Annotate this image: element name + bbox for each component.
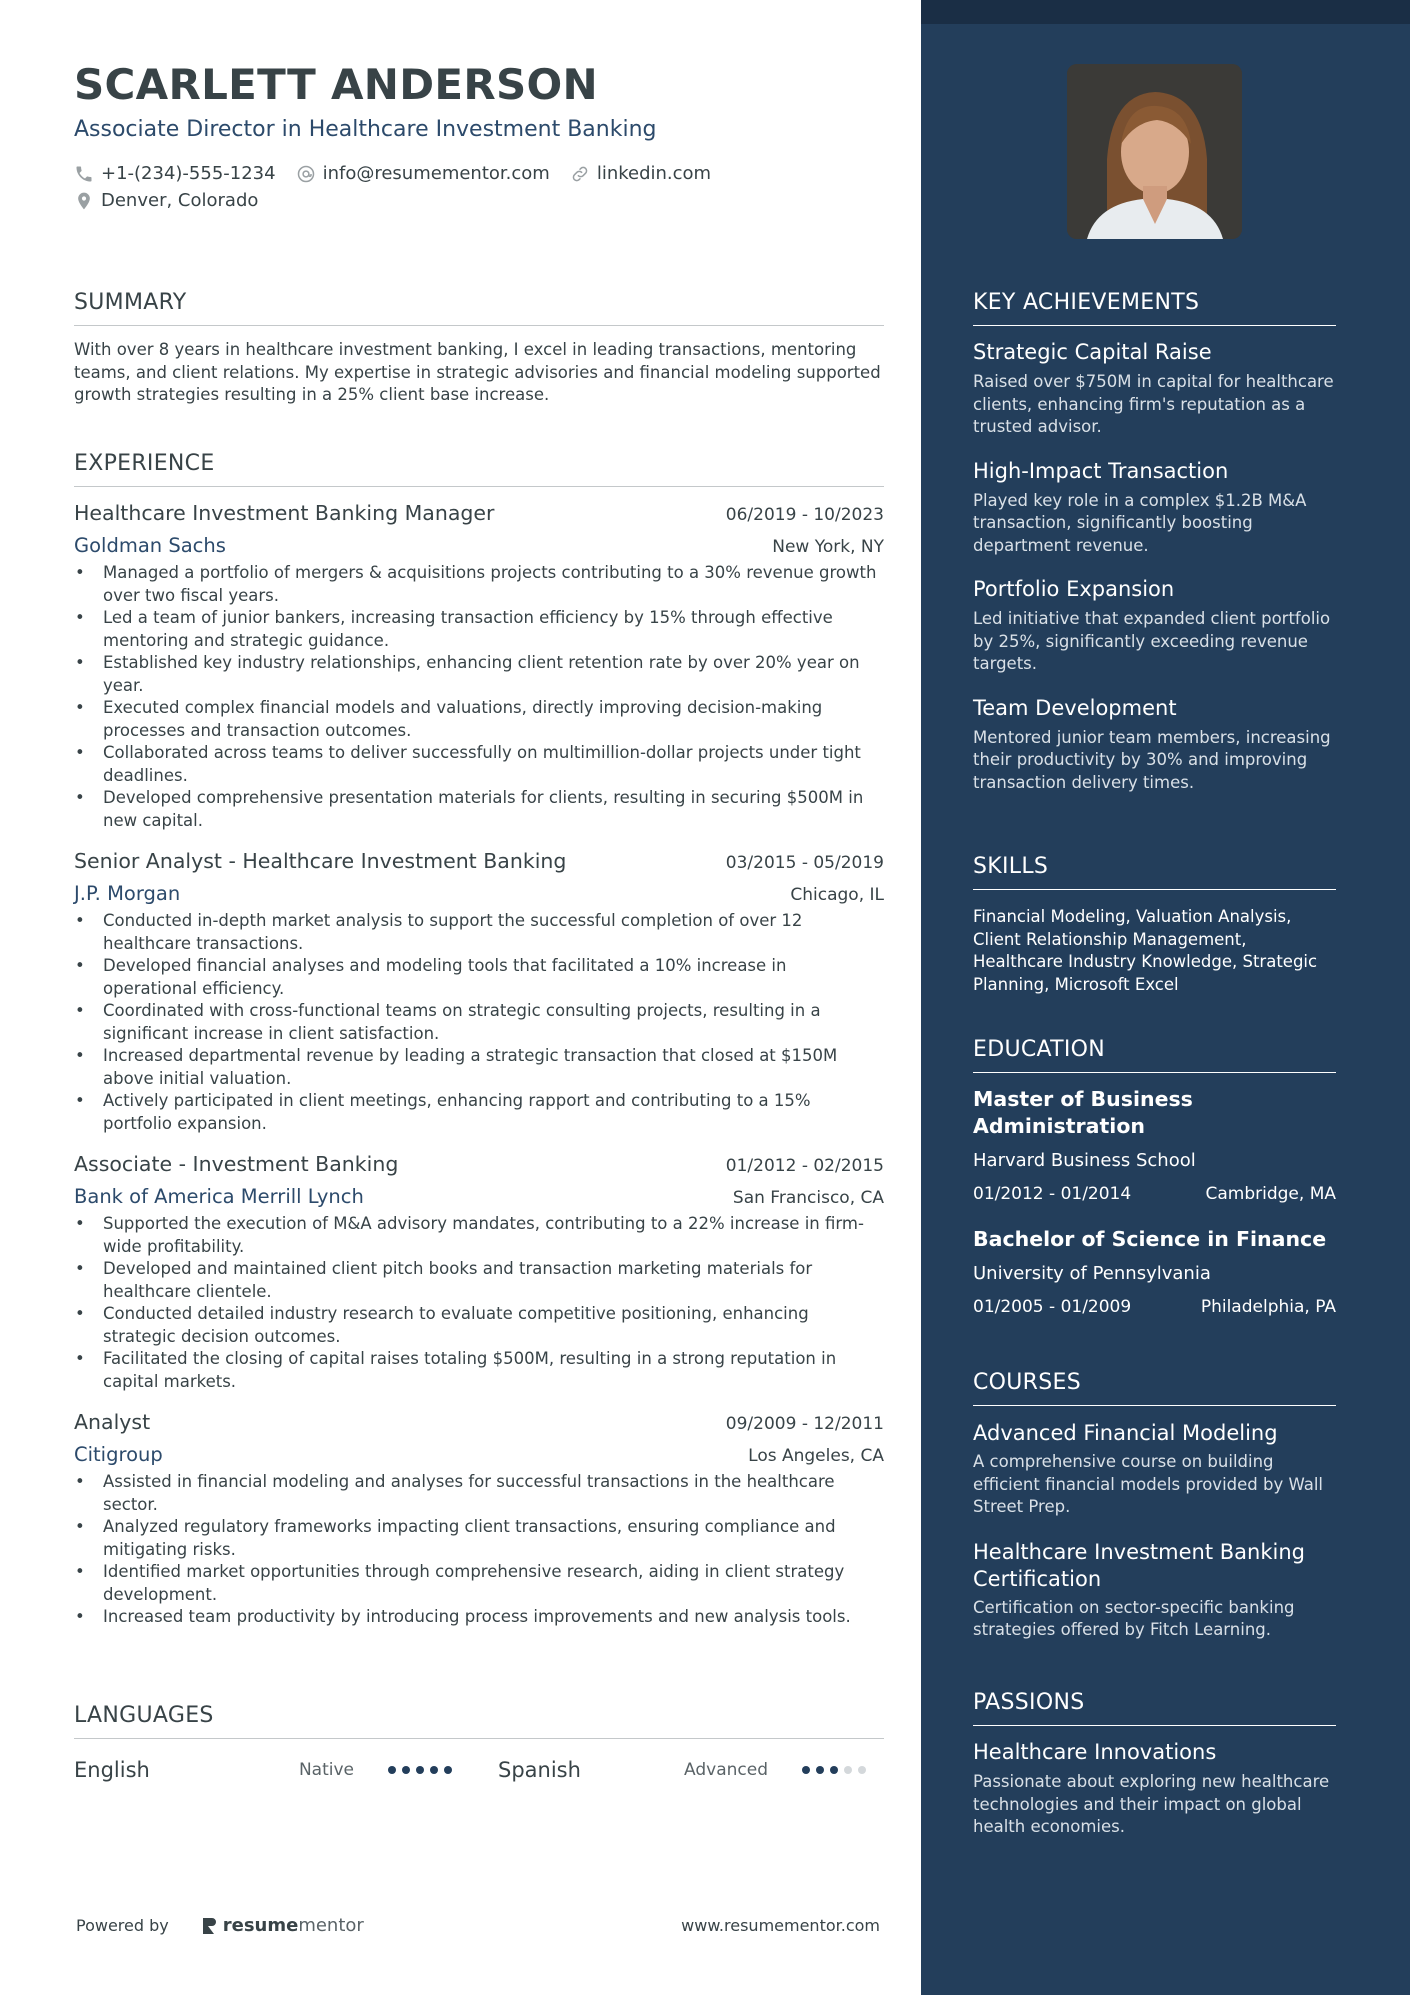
education-item	[973, 1086, 1336, 1204]
at-icon	[296, 164, 316, 184]
job-title: Analyst	[74, 1410, 151, 1434]
education-location: Cambridge, MA	[1205, 1184, 1336, 1204]
rating-dot	[416, 1766, 424, 1774]
bullet-item: • Assisted in financial modeling and analyses for successful transactions in the healthcare sector.	[74, 1471, 884, 1516]
bullet-item: • Coordinated with cross-functional teams on strategic consulting projects, resulting in a significant increase in client satisfaction.	[74, 1000, 884, 1045]
passion-item	[973, 1740, 1336, 1839]
job-subheader	[74, 882, 884, 905]
job-list	[74, 501, 884, 1629]
education-section	[973, 1037, 1336, 1317]
website-link[interactable]: www.resumementor.com	[681, 1916, 880, 1935]
rating-dot	[444, 1766, 452, 1774]
bullet-item: • Established key industry relationships, enhancing client retention rate by over 20% year on year.	[74, 652, 884, 697]
achievement-item	[973, 577, 1336, 676]
achievement-desc: Played key role in a complex $1.2B M&A transaction, significantly boosting department revenue.	[973, 490, 1307, 555]
courses-section	[973, 1370, 1336, 1642]
job-dates: 03/2015 - 05/2019	[725, 853, 884, 873]
job-header	[74, 1152, 884, 1176]
education-dates: 01/2012 - 01/2014	[973, 1184, 1132, 1204]
section-title: COURSES	[973, 1370, 1336, 1406]
achievement-item	[973, 459, 1336, 558]
section-title: PASSIONS	[973, 1690, 1336, 1726]
course-desc: Certification on sector-specific banking strategies offered by Fitch Learning.	[973, 1597, 1295, 1639]
language-rating	[388, 1766, 498, 1774]
phone-icon	[74, 164, 94, 184]
achievement-list	[973, 340, 1336, 794]
location-text: Denver, Colorado	[101, 190, 259, 211]
rating-dot	[816, 1766, 824, 1774]
experience-section	[74, 451, 884, 1629]
bullet-item: • Collaborated across teams to deliver successfully on multimillion-dollar projects under tight deadlines.	[74, 742, 884, 787]
phone-text: +1-(234)-555-1234	[101, 163, 276, 184]
language-level: Native	[298, 1760, 354, 1780]
education-location: Philadelphia, PA	[1200, 1297, 1336, 1317]
skills-section	[973, 854, 1336, 996]
company-name: Citigroup	[74, 1443, 163, 1466]
location-pin-icon	[74, 191, 94, 211]
rating-dot	[802, 1766, 810, 1774]
job-location: Chicago, IL	[790, 885, 884, 905]
job-location: San Francisco, CA	[732, 1188, 884, 1208]
bullet-item: • Analyzed regulatory frameworks impacting client transactions, ensuring compliance and mitigating risks.	[74, 1516, 884, 1561]
course-desc: A comprehensive course on building efficient financial models provided by Wall Street Prep.	[973, 1452, 1324, 1516]
bullet-list	[74, 1213, 884, 1393]
job-dates: 01/2012 - 02/2015	[725, 1156, 884, 1176]
summary-text: With over 8 years in healthcare investment banking, I excel in leading transactions, mentoring teams, and client relations. My expertise in strategic advisories and financial modeling supported growth strategies resulting in a 25% client base increase.	[74, 340, 881, 404]
job-title: Healthcare Investment Banking Manager	[74, 501, 495, 525]
bullet-item: • Developed financial analyses and modeling tools that facilitated a 10% increase in operational efficiency.	[74, 955, 884, 1000]
achievement-title: High-Impact Transaction	[973, 458, 1229, 483]
section-title: EXPERIENCE	[74, 451, 884, 487]
degree: Bachelor of Science in Finance	[973, 1227, 1327, 1251]
summary-section	[74, 290, 884, 407]
bullet-item: • Identified market opportunities through comprehensive research, aiding in client strategy development.	[74, 1561, 884, 1606]
rating-dot	[858, 1766, 866, 1774]
course-item	[973, 1420, 1336, 1519]
section-title: KEY ACHIEVEMENTS	[973, 290, 1336, 326]
footer	[76, 1915, 880, 1936]
contact-info	[74, 160, 731, 214]
education-list	[973, 1086, 1336, 1317]
rating-dot	[388, 1766, 396, 1774]
bullet-list	[74, 910, 884, 1135]
contact-email[interactable]	[296, 163, 550, 184]
section-title: EDUCATION	[973, 1037, 1336, 1073]
section-title: LANGUAGES	[74, 1703, 884, 1739]
bullet-item: • Facilitated the closing of capital raises totaling $500M, resulting in a strong reputation in capital markets.	[74, 1348, 884, 1393]
achievement-title: Portfolio Expansion	[973, 577, 1175, 601]
language-level: Advanced	[684, 1760, 768, 1780]
contact-linkedin[interactable]	[570, 163, 711, 184]
linkedin-text: linkedin.com	[596, 163, 712, 184]
brand-bold: resume	[222, 1915, 299, 1936]
job-entry	[74, 849, 884, 1135]
bullet-item: • Executed complex financial models and valuations, directly improving decision-making processes and transaction outcomes.	[74, 697, 884, 742]
job-subheader	[74, 1185, 884, 1208]
job-header	[74, 849, 884, 873]
passion-title: Healthcare Innovations	[973, 1740, 1217, 1764]
bullet-item: • Managed a portfolio of mergers & acquisitions projects contributing to a 30% revenue growth over two fiscal years.	[74, 562, 884, 607]
powered-by-label: Powered by	[76, 1916, 169, 1935]
achievement-item	[973, 340, 1336, 439]
section-title: SUMMARY	[74, 290, 884, 326]
bullet-item: • Conducted in-depth market analysis to support the successful completion of over 12 healthcare transactions.	[74, 910, 884, 955]
bullet-list	[74, 562, 884, 832]
job-subheader	[74, 534, 884, 557]
course-list	[973, 1420, 1336, 1642]
course-title: Advanced Financial Modeling	[973, 1421, 1278, 1445]
education-meta	[973, 1184, 1336, 1204]
achievements-section	[973, 290, 1336, 794]
company-name: Bank of America Merrill Lynch	[74, 1185, 364, 1208]
section-title: SKILLS	[973, 854, 1336, 890]
bullet-item: • Conducted detailed industry research to evaluate competitive positioning, enhancing strategic decision outcomes.	[74, 1303, 884, 1348]
language-rating	[802, 1766, 866, 1774]
degree: Master of Business Administration	[973, 1087, 1193, 1138]
course-item	[973, 1539, 1336, 1642]
bullet-item: • Led a team of junior bankers, increasing transaction efficiency by 15% through effective mentoring and strategic guidance.	[74, 607, 884, 652]
school: University of Pennsylvania	[973, 1263, 1211, 1284]
bullet-item: • Increased team productivity by introducing process improvements and new analysis tools.	[74, 1606, 884, 1629]
rating-dot	[830, 1766, 838, 1774]
job-title: Associate - Investment Banking	[74, 1152, 399, 1176]
bullet-item: • Actively participated in client meetings, enhancing rapport and contributing to a 15% portfolio expansion.	[74, 1090, 884, 1135]
languages-section	[74, 1703, 884, 1785]
achievement-item	[973, 696, 1336, 795]
education-item	[973, 1226, 1336, 1317]
language-name: Spanish	[498, 1758, 581, 1782]
candidate-name: SCARLETT ANDERSON	[74, 60, 599, 109]
job-location: Los Angeles, CA	[748, 1446, 884, 1466]
brand-logo[interactable]	[201, 1915, 364, 1936]
achievement-desc: Raised over $750M in capital for healthcare clients, enhancing firm's reputation as a trusted advisor.	[973, 372, 1334, 436]
job-dates: 06/2019 - 10/2023	[725, 505, 884, 525]
profile-photo	[1067, 64, 1242, 239]
bullet-item: • Increased departmental revenue by leading a strategic transaction that closed at $150M above initial valuation.	[74, 1045, 884, 1090]
sidebar-top-bar	[921, 0, 1410, 24]
contact-location	[74, 190, 258, 211]
rating-dot	[430, 1766, 438, 1774]
bullet-item: • Developed comprehensive presentation materials for clients, resulting in securing $500M in new capital.	[74, 787, 884, 832]
company-name: Goldman Sachs	[74, 534, 226, 557]
education-meta	[973, 1297, 1336, 1317]
job-entry	[74, 1410, 884, 1629]
skills-text: Financial Modeling, Valuation Analysis, Client Relationship Management, Healthcare Industry Knowledge, Strategic Planning, Microsoft Excel	[973, 907, 1318, 994]
job-header	[74, 1410, 884, 1434]
language-name: English	[74, 1758, 150, 1782]
resumementor-logo-icon	[201, 1916, 217, 1936]
bullet-list	[74, 1471, 884, 1629]
achievement-title: Strategic Capital Raise	[973, 340, 1212, 364]
language-list	[74, 1755, 884, 1785]
job-subheader	[74, 1443, 884, 1466]
job-header	[74, 501, 884, 525]
achievement-title: Team Development	[973, 695, 1177, 720]
contact-phone[interactable]	[74, 163, 276, 184]
job-title: Senior Analyst - Healthcare Investment Banking	[74, 849, 567, 873]
sidebar	[921, 0, 1410, 1995]
link-icon	[570, 164, 590, 184]
passions-section	[973, 1690, 1336, 1839]
rating-dot	[402, 1766, 410, 1774]
candidate-title: Associate Director in Healthcare Investment Banking	[74, 117, 657, 142]
company-name: J.P. Morgan	[74, 882, 181, 905]
course-title: Healthcare Investment Banking Certification	[973, 1539, 1305, 1591]
job-location: New York, NY	[772, 537, 884, 557]
email-text: info@resumementor.com	[322, 163, 550, 184]
job-dates: 09/2009 - 12/2011	[725, 1414, 884, 1434]
brand-light: mentor	[298, 1915, 364, 1936]
job-entry	[74, 1152, 884, 1393]
powered-by	[76, 1915, 364, 1936]
achievement-desc: Mentored junior team members, increasing their productivity by 30% and improving transaction delivery times.	[973, 727, 1331, 792]
school: Harvard Business School	[973, 1150, 1196, 1171]
rating-dot	[844, 1766, 852, 1774]
bullet-item: • Supported the execution of M&A advisory mandates, contributing to a 22% increase in firm-wide profitability.	[74, 1213, 884, 1258]
achievement-desc: Led initiative that expanded client portfolio by 25%, significantly exceeding revenue targets.	[973, 609, 1331, 673]
passion-desc: Passionate about exploring new healthcare technologies and their impact on global health economies.	[973, 1772, 1330, 1836]
job-entry	[74, 501, 884, 832]
passion-list	[973, 1740, 1336, 1839]
education-dates: 01/2005 - 01/2009	[973, 1297, 1132, 1317]
bullet-item: • Developed and maintained client pitch books and transaction marketing materials for healthcare clientele.	[74, 1258, 884, 1303]
